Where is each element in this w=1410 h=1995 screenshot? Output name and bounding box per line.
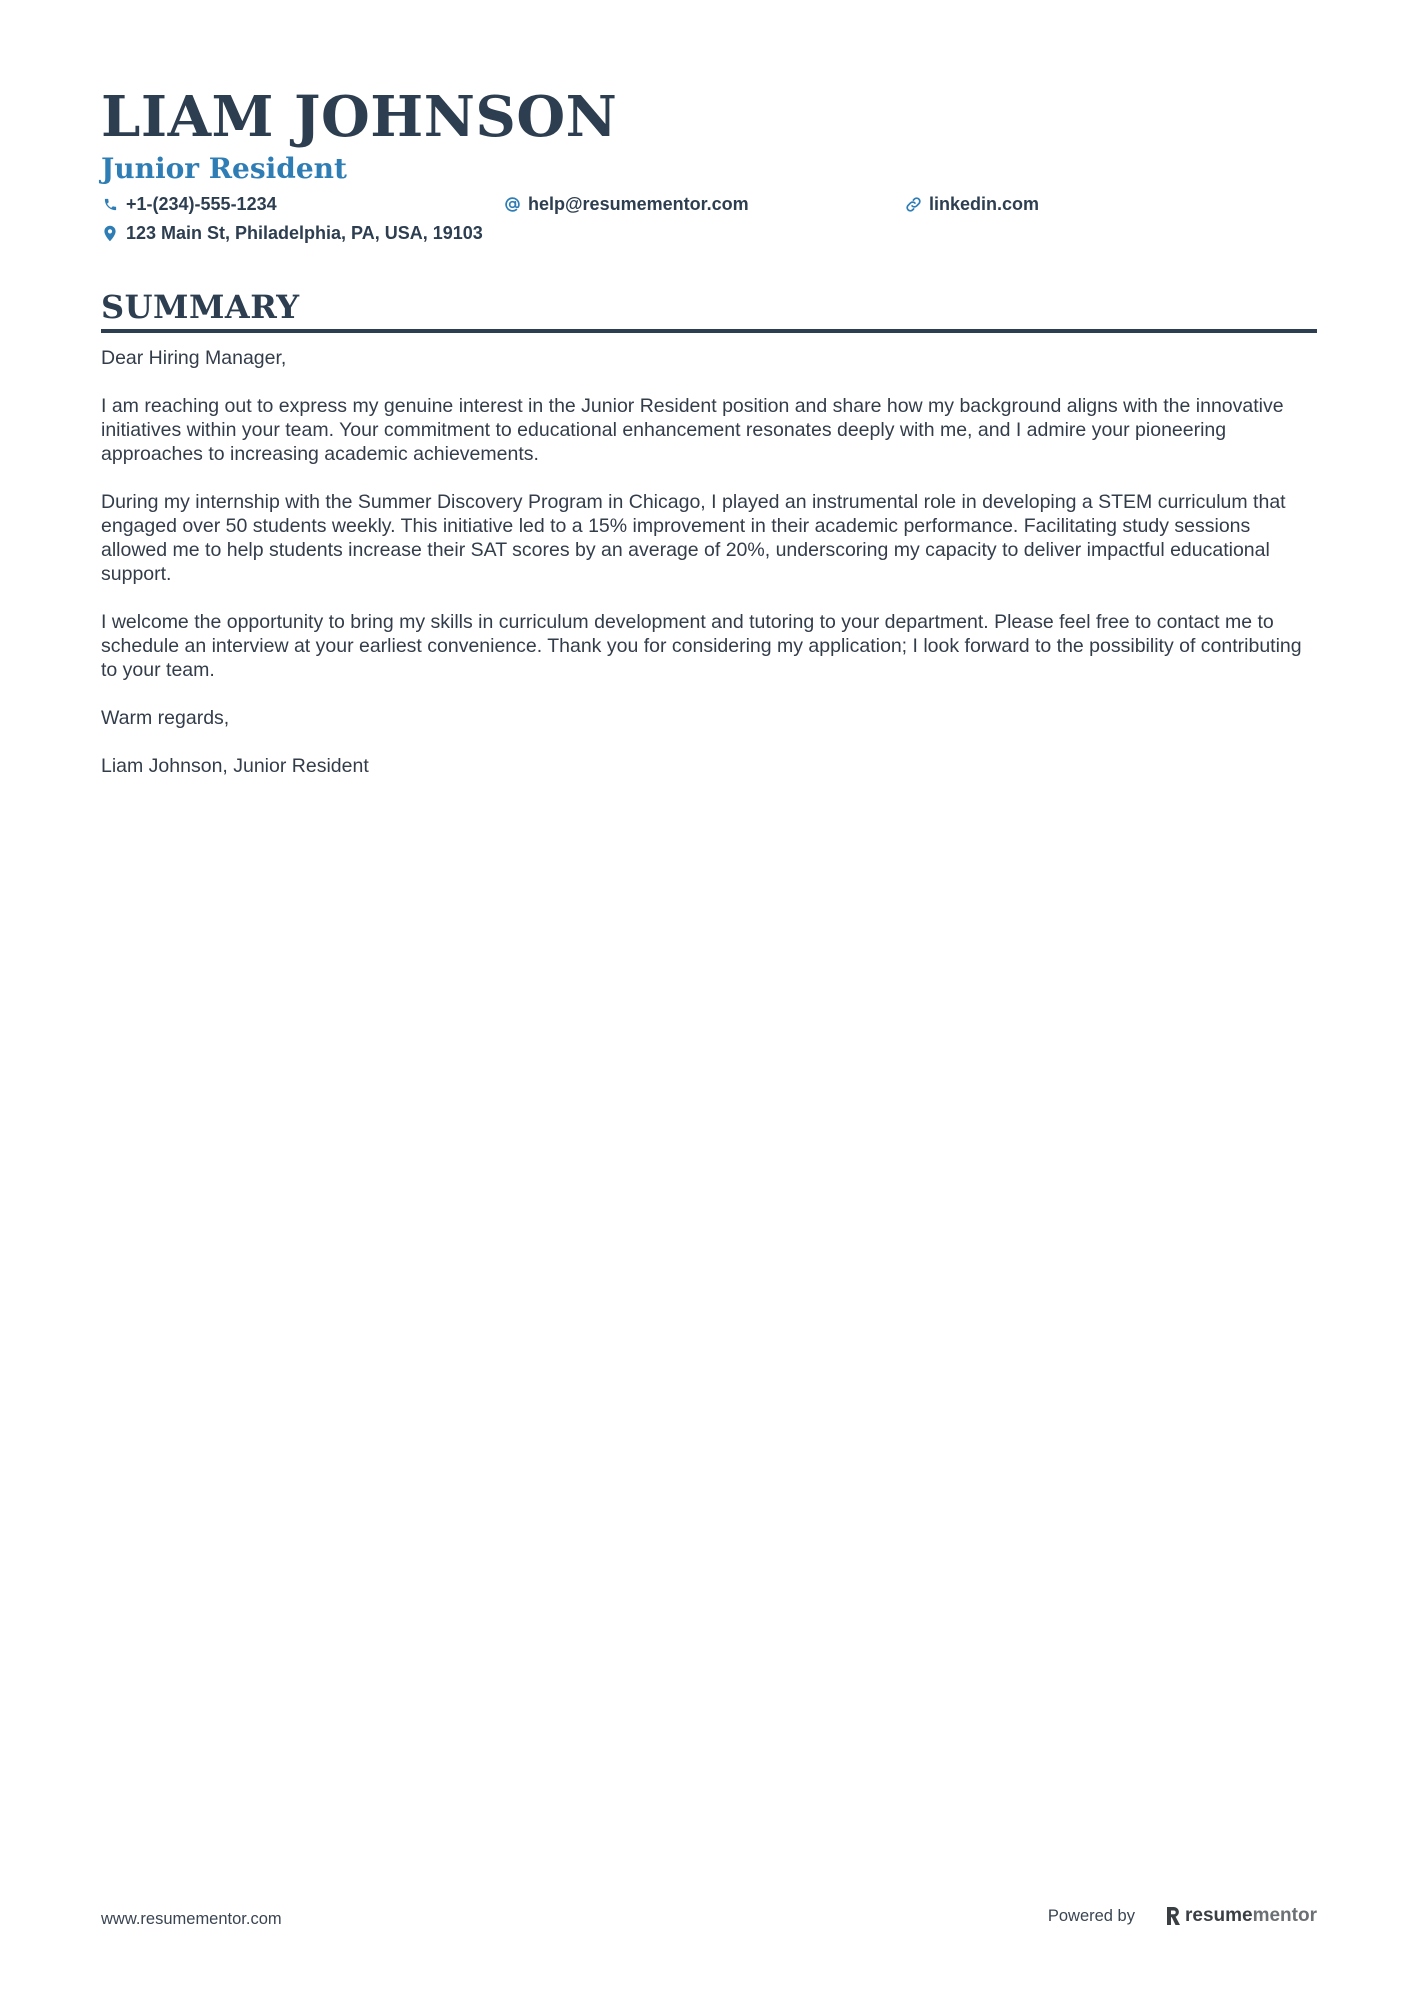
salutation: Dear Hiring Manager, (101, 347, 287, 369)
cover-letter-page (101, 0, 1317, 1995)
paragraph-1: I am reaching out to express my genuine interest in the Junior Resident position and share how my background aligns with the innovative initiatives within your team. Your commitment to educational enhancement resonates deeply with me, and I admire your pioneering approaches to increasing academic achievements. (101, 395, 1284, 465)
resumementor-logo[interactable] (1165, 1905, 1317, 1927)
paragraph-3: I welcome the opportunity to bring my skills in curriculum development and tutoring to your department. Please feel free to contact me to schedule an interview at your earliest convenience. Thank you for considering my application; I look forward to the possibility of contributing to your team. (101, 611, 1302, 681)
candidate-name: LIAM JOHNSON (101, 84, 618, 150)
phone-icon (101, 196, 119, 214)
signature: Liam Johnson, Junior Resident (101, 755, 369, 777)
contact-row-1 (101, 194, 1317, 218)
paragraph-2: During my internship with the Summer Discovery Program in Chicago, I played an instrumental role in developing a STEM curriculum that engaged over 50 students weekly. This initiative led to a 15% improvement in their academic performance. Facilitating study sessions allowed me to help students increase their SAT scores by an average of 20%, underscoring my capacity to deliver impactful educational support. (101, 491, 1286, 585)
contact-email (503, 194, 749, 215)
contact-row-2 (101, 223, 1317, 247)
powered-by-label: Powered by (1047, 1906, 1135, 1925)
letter-body (101, 346, 1317, 802)
brand-name-part2: mentor (1252, 1905, 1317, 1926)
address-text: 123 Main St, Philadelphia, PA, USA, 19103 (126, 223, 483, 243)
footer-powered-by (1048, 1905, 1317, 1927)
contact-phone (101, 194, 277, 215)
brand-name-part1: resume (1184, 1905, 1253, 1926)
resumementor-logo-icon (1165, 1905, 1181, 1927)
email-text: help@resumementor.com (528, 194, 749, 214)
location-pin-icon (101, 225, 119, 243)
contact-address (101, 223, 483, 244)
phone-text: +1-(234)-555-1234 (126, 194, 277, 214)
at-icon (503, 196, 521, 214)
section-divider (101, 329, 1317, 333)
job-title: Junior Resident (101, 152, 347, 185)
link-icon (904, 196, 922, 214)
section-title-summary: SUMMARY (101, 288, 300, 326)
linkedin-text: linkedin.com (929, 194, 1040, 214)
closing: Warm regards, (101, 707, 230, 729)
contact-linkedin (904, 194, 1039, 215)
footer-website[interactable]: www.resumementor.com (101, 1910, 282, 1928)
